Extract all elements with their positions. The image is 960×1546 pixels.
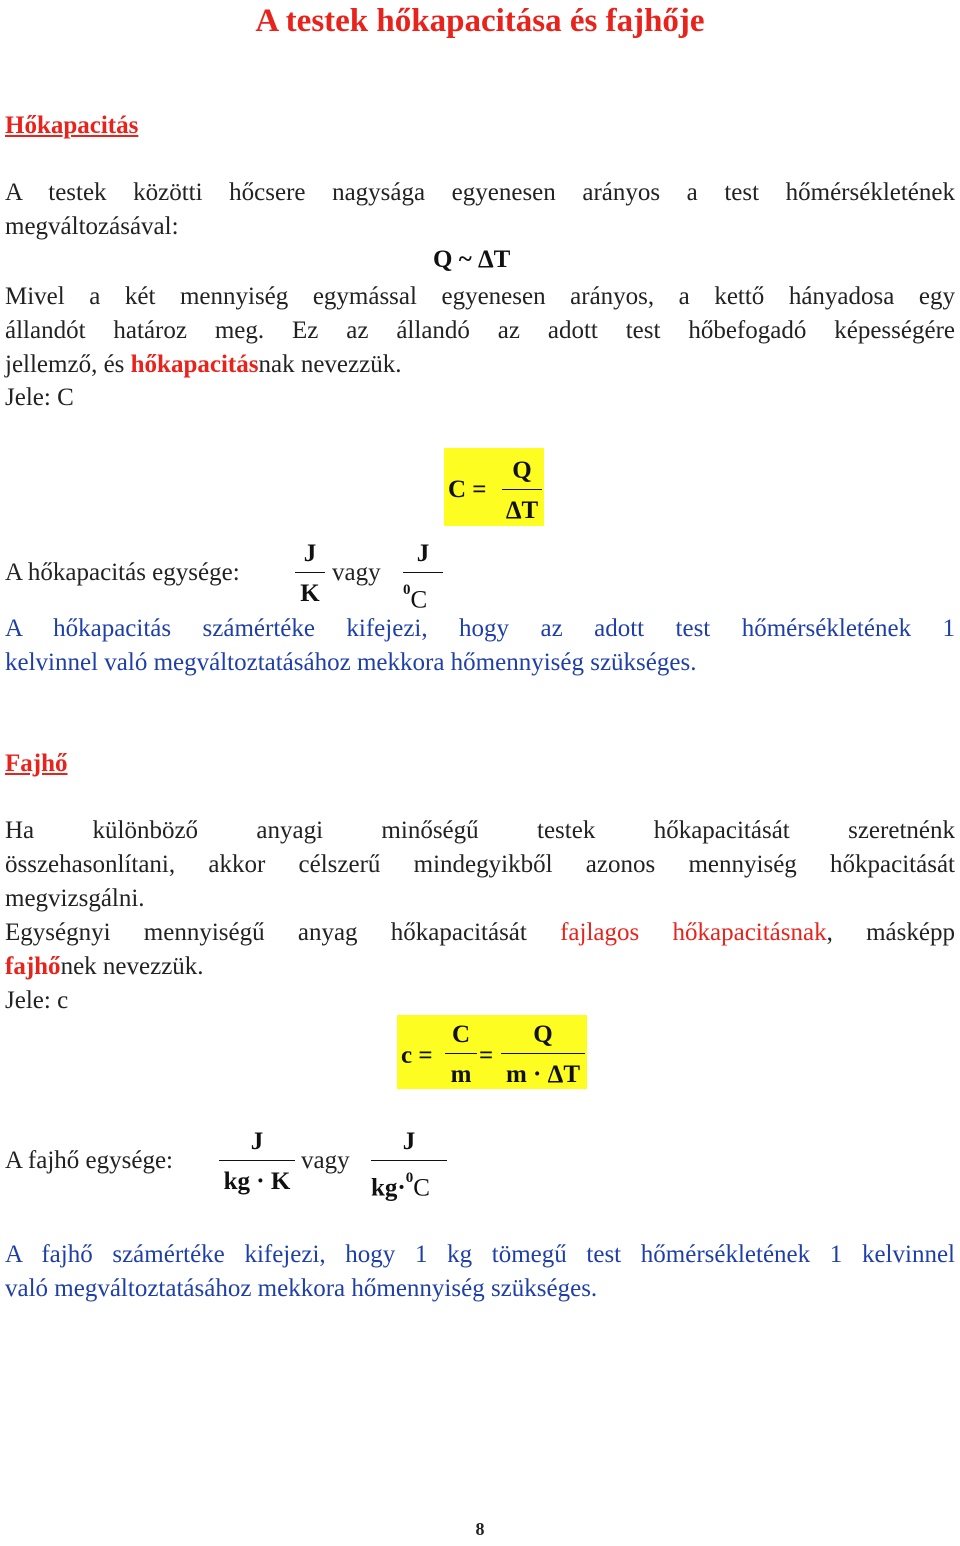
formula-numerator: C	[451, 1021, 471, 1048]
fraction-bar	[295, 572, 325, 573]
paragraph-line: állandót határoz meg. Ez az állandó az adott test hőbefogadó képességére	[5, 317, 955, 344]
section-heading-fajho: Fajhő	[5, 750, 68, 777]
paragraph-line: A fajhő számértéke kifejezi, hogy 1 kg tömegű test hőmérsékletének 1 kelvinnel	[5, 1241, 955, 1268]
text-segment: jellemző, és	[5, 351, 131, 378]
symbol-line: Jele: C	[5, 384, 74, 411]
formula-lhs: C =	[448, 476, 487, 503]
paragraph-line: megváltozásával:	[5, 213, 179, 240]
page-title: A testek hőkapacitása és fajhője	[255, 3, 705, 39]
fraction-bar	[445, 1053, 477, 1054]
unit-label: A fajhő egysége:	[5, 1147, 174, 1174]
paragraph-line	[5, 348, 401, 382]
fraction-bar	[501, 1053, 585, 1054]
paragraph-line: kelvinnel való megváltoztatásához mekkora hőmennyiség szükséges.	[5, 649, 697, 676]
paragraph-line: Ha különböző anyagi minőségű testek hőkapacitását szeretnénk	[5, 817, 955, 844]
unit2-denominator	[371, 1165, 430, 1205]
text-segment: nek nevezzük.	[60, 953, 204, 980]
term-fajho: fajhő	[5, 953, 61, 980]
formula-equals: =	[479, 1042, 494, 1069]
fraction-bar	[371, 1160, 447, 1161]
formula-numerator: Q	[512, 457, 532, 484]
unit2-numerator: J	[416, 540, 430, 567]
term-fajlagos-hokapacitas: fajlagos hőkapacitásnak	[560, 919, 827, 946]
symbol-line: Jele: c	[5, 987, 69, 1014]
fraction-bar	[403, 572, 443, 573]
degree-superscript: 0	[405, 1170, 414, 1186]
fraction-bar	[219, 1160, 295, 1161]
unit2-numerator: J	[402, 1128, 416, 1155]
formula-denominator: m	[450, 1061, 472, 1088]
unit1-numerator: J	[303, 540, 317, 567]
paragraph-line: összehasonlítani, akkor célszerű mindegyikből azonos mennyiség hőkpacitását	[5, 851, 955, 878]
text-segment: Egységnyi mennyiségű anyag hőkapacitását	[5, 919, 561, 946]
unit-symbol: C	[410, 586, 428, 614]
formula-denominator: m · ΔT	[505, 1061, 580, 1088]
paragraph-line: Mivel a két mennyiség egymással egyenesen arányos, a kettő hányadosa egy	[5, 283, 955, 310]
fraction-bar	[502, 489, 542, 490]
degree-superscript: 0	[403, 582, 411, 598]
text-segment: , másképp	[826, 919, 955, 946]
page-number: 8	[475, 1519, 485, 1539]
or-word: vagy	[301, 1147, 350, 1174]
term-hokapacitas: hőkapacitás	[130, 351, 259, 378]
paragraph-line: A hőkapacitás számértéke kifejezi, hogy az adott test hőmérsékletének 1	[5, 615, 955, 642]
unit1-denominator: kg · K	[223, 1168, 291, 1195]
unit-label: A hőkapacitás egysége:	[5, 559, 240, 586]
paragraph-line	[5, 916, 955, 950]
proportion-formula: Q ~ ΔT	[433, 246, 511, 273]
formula-lhs: c =	[401, 1042, 433, 1069]
unit-kg: kg·	[371, 1174, 406, 1202]
section-heading-hokapacitas: Hőkapacitás	[5, 112, 139, 139]
text-segment: nak nevezzük.	[258, 351, 402, 378]
formula-denominator: ΔT	[505, 497, 539, 524]
formula-numerator: Q	[533, 1021, 553, 1048]
unit1-denominator: K	[300, 580, 320, 607]
paragraph-line: A testek közötti hőcsere nagysága egyenesen arányos a test hőmérsékletének	[5, 179, 955, 206]
paragraph-line: megvizsgálni.	[5, 885, 145, 912]
paragraph-line: való megváltoztatásához mekkora hőmennyiség szükséges.	[5, 1275, 598, 1302]
paragraph-line	[5, 950, 204, 984]
unit1-numerator: J	[250, 1128, 264, 1155]
or-word: vagy	[332, 559, 381, 586]
unit-symbol: C	[413, 1174, 430, 1202]
